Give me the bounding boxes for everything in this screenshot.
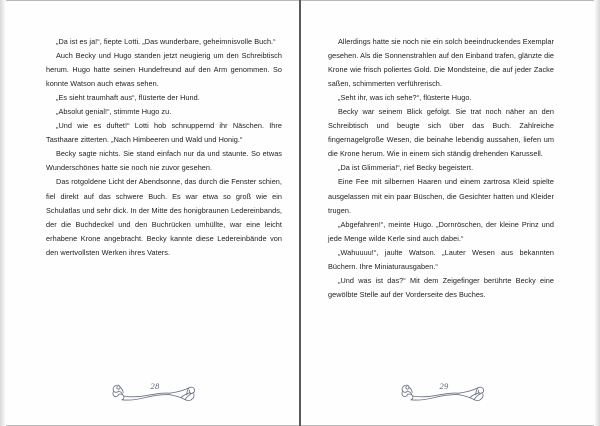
right-page-paragraph: Allerdings hatte sie noch nie ein solch beeindruckendes Exemplar gesehen. Als die Sonnenstrahlen auf den Einband trafen, glänzte die Krone wie frisch poliertes Gold. Die Mondsteine, die auf jeder Zacke saßen, schimmerten verführerisch. bbox=[328, 37, 554, 89]
right-page-paragraph: Eine Fee mit silbernen Haaren und einem zartrosa Kleid spielte ausgelassen mit ein paar Büschen, die Gesichter hatten und Kleider trugen. bbox=[328, 177, 554, 215]
left-page-paragraph: „Es sieht traumhaft aus“, flüsterte der Hund. bbox=[56, 93, 200, 103]
book-gutter-binding bbox=[299, 0, 301, 426]
vine-flourish-ornament bbox=[396, 379, 492, 409]
page-number: 28 bbox=[150, 381, 160, 391]
left-page-footer bbox=[46, 371, 282, 417]
right-page-paragraph: „Da ist Glimmeria!“, rief Becky begeistert. bbox=[338, 163, 474, 173]
right-page bbox=[300, 0, 600, 426]
right-page-paragraph: Becky war seinem Blick gefolgt. Sie trat noch näher an den Schreibtisch und beugte sich über das Buch. Zahlreiche fingernagelgroße Wesen, die beinahe lebendig aussahen, liefen um die Krone herum. Wie in einem sich ständig drehenden Karussell. bbox=[328, 107, 554, 159]
left-page-paragraph: Auch Becky und Hugo standen jetzt neugierig um den Schreibtisch herum. Hugo hatte seinen Hundefreund auf den Arm genommen. So konnte Watson auch etwas sehen. bbox=[46, 51, 282, 89]
right-page-textblock bbox=[328, 35, 554, 371]
left-page-paragraph: Becky sagte nichts. Sie stand einfach nur da und staunte. So etwas Wunderschönes hatte sie noch nie zuvor gesehen. bbox=[46, 149, 282, 173]
right-page-footer bbox=[328, 371, 554, 417]
left-page-paragraph: „Da ist es ja!“, fiepte Lotti. „Das wunderbare, geheimnisvolle Buch.“ bbox=[56, 37, 276, 46]
vine-flourish-ornament bbox=[107, 379, 203, 409]
right-page-paragraph: „Wahuuuu!“, jaulte Watson. „Lauter Wesen aus bekannten Büchern. Ihre Miniaturausgaben.“ bbox=[328, 247, 554, 271]
right-page-paragraph: „Seht ihr, was ich sehe?“, flüsterte Hugo. bbox=[338, 93, 472, 103]
page-number: 29 bbox=[439, 381, 449, 391]
left-page-textblock bbox=[46, 35, 282, 371]
left-page-paragraph: „Und wie es duftet!“ Lotti hob schnuppernd ihr Näschen. Ihre Tasthaare zitterten. „Nach Himbeeren und Wald und Honig.“ bbox=[46, 121, 282, 145]
left-page-paragraph: Das rotgoldene Licht der Abendsonne, das durch die Fenster schien, fiel direkt auf das schwere Buch. Es war etwa so groß wie ein Schulatlas und sehr dick. In der Mitte des honigbraunen Ledereinbands, der die Buchdeckel und den Buchrücken umhüllte, war eine leicht erhabene Krone angebracht. Becky kannte diese Ledereinbände von den wertvollsten Werken ihres Vaters. bbox=[46, 177, 282, 257]
left-page-paragraph: „Absolut genial!“, stimmte Hugo zu. bbox=[56, 107, 172, 117]
right-page-paragraph: „Und was ist das?“ Mit dem Zeigefinger berührte Becky eine gewölbte Stelle auf der Vorderseite des Buches. bbox=[328, 275, 554, 299]
right-page-paragraph: „Abgefahren!“, meinte Hugo. „Dornröschen, der kleine Prinz und jede Menge wilde Kerle sind auch dabei.“ bbox=[328, 219, 554, 243]
